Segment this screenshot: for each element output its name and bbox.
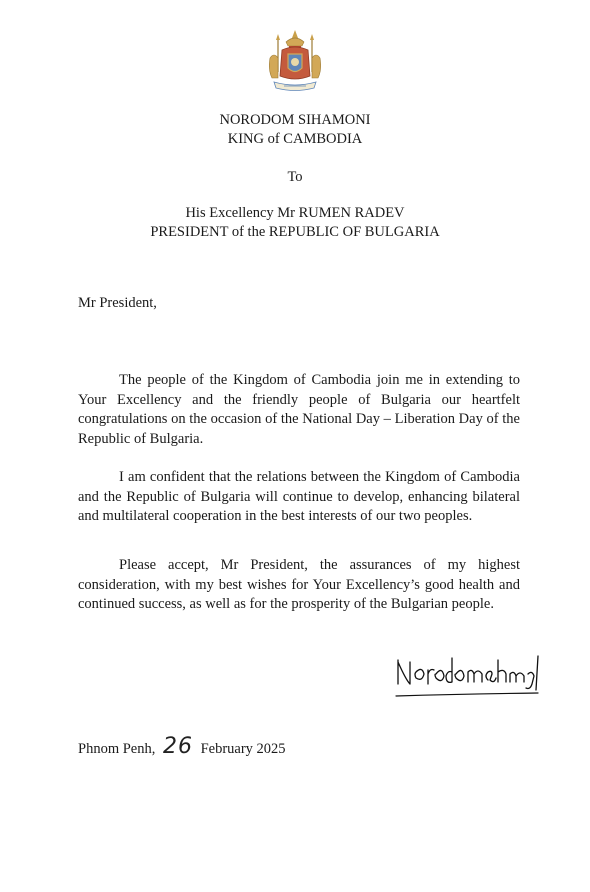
sender-title: KING of CAMBODIA	[227, 131, 363, 147]
to-label: To	[287, 169, 303, 185]
recipient-name: His Excellency Mr RUMEN RADEV	[185, 205, 405, 221]
body-paragraph-3: Please accept, Mr President, the assurances of my highest consideration, with my best wishes for Your Excellency’s good health and continued success, as well as for the prosperity of the Bulgarian people.	[78, 557, 520, 612]
body-paragraph-1: The people of the Kingdom of Cambodia join me in extending to Your Excellency and the friendly people of Bulgaria our heartfelt congratulations on the occasion of the National Day – Liberation Day of the Republic of Bulgaria.	[78, 372, 520, 447]
handwritten-day: 26	[162, 734, 193, 759]
month-year: February 2025	[200, 741, 286, 757]
body-paragraph-2: I am confident that the relations between the Kingdom of Cambodia and the Republic of Bulgaria will continue to develop, enhancing bilateral and multilateral cooperation in the best interests of our two peoples.	[78, 469, 520, 524]
recipient-block	[0, 204, 590, 242]
place-and-date	[78, 735, 286, 761]
sender-name: NORODOM SIHAMONI	[219, 112, 371, 128]
handwritten-signature	[392, 650, 542, 702]
recipient-title: PRESIDENT of the REPUBLIC OF BULGARIA	[150, 224, 440, 240]
royal-emblem-icon	[262, 28, 328, 94]
sender-block	[0, 111, 590, 149]
place: Phnom Penh,	[78, 741, 156, 757]
salutation: Mr President,	[78, 295, 157, 311]
